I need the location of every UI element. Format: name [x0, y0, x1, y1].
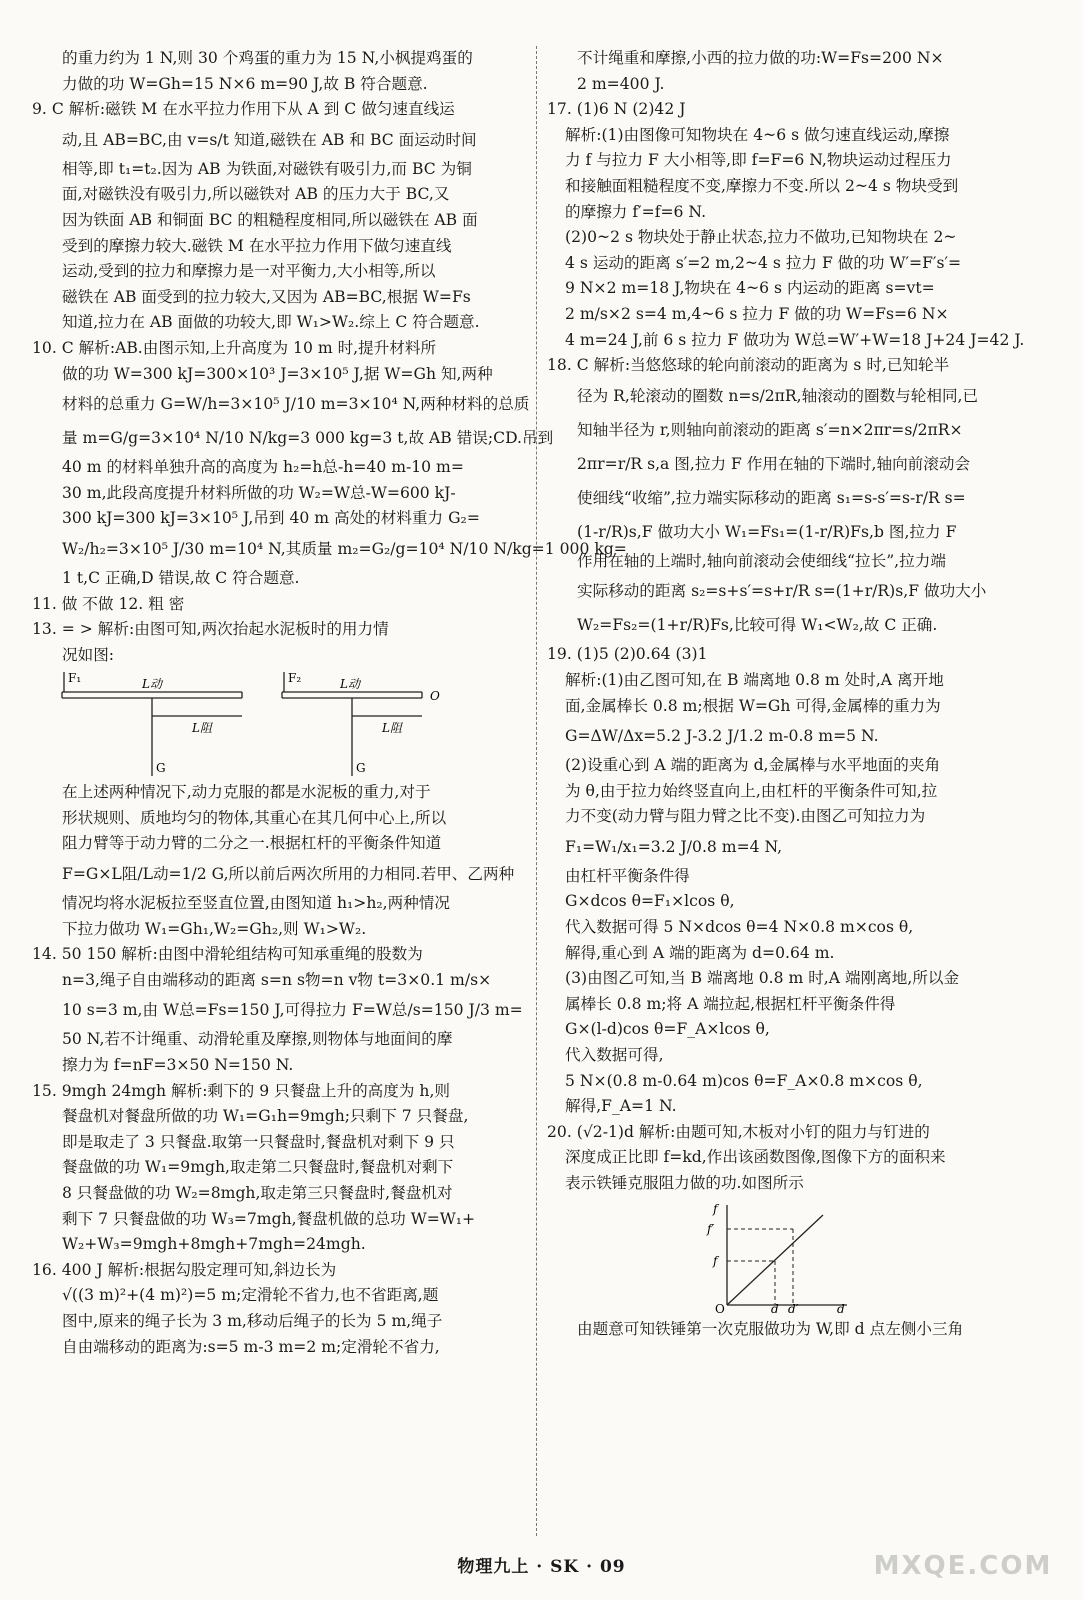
text-line: 材料的总重力 G=W/h=3×10⁵ J/10 m=3×10⁴ N,两种材料的总质 [62, 395, 530, 414]
text-line: 18. C 解析:当悠悠球的轮向前滚动的距离为 s 时,已知轮半 [547, 356, 950, 375]
text-line: 自由端移动的距离为:s=5 m-3 m=2 m;定滑轮不省力, [62, 1337, 440, 1356]
text-line: 代入数据可得 5 N×dcos θ=4 N×0.8 m×cos θ, [565, 918, 914, 937]
text-line: 解析:(1)由乙图可知,在 B 端离地 0.8 m 处时,A 离开地 [565, 670, 944, 689]
svg-text:O: O [430, 689, 440, 704]
text-line: 代入数据可得, [565, 1046, 664, 1065]
text-line: 不计绳重和摩擦,小西的拉力做的功:W=Fs=200 N× [577, 49, 944, 67]
text-line: 情况均将水泥板拉至竖直位置,由图知道 h₁>h₂,两种情况 [62, 894, 450, 913]
text-line: 9. C 解析:磁铁 M 在水平拉力作用下从 A 到 C 做匀速直线运 [32, 100, 455, 119]
text-line: 50 N,若不计绳重、动滑轮重及摩擦,则物体与地面间的摩 [62, 1030, 453, 1049]
svg-text:L阻: L阻 [382, 721, 402, 736]
text-line: 16. 400 J 解析:根据勾股定理可知,斜边长为 [32, 1260, 337, 1279]
right-column [547, 46, 1037, 1342]
text-line: 5 N×(0.8 m-0.64 m)cos θ=F_A×0.8 m×cos θ, [565, 1071, 923, 1090]
text-line: F=G×L阻/L动=1/2 G,所以前后两次所用的力相同.若甲、乙两种 [62, 865, 515, 884]
text-line: 力 f 与拉力 F 大小相等,即 f=F=6 N,物块运动过程压力 [565, 151, 952, 170]
text-line: 11. 做 不做 12. 粗 密 [32, 594, 185, 613]
text-line: 磁铁在 AB 面受到的拉力较大,又因为 AB=BC,根据 W=Fs [62, 287, 471, 306]
text-line: 15. 9mgh 24mgh 解析:剩下的 9 只餐盘上升的高度为 h,则 [32, 1081, 451, 1100]
text-line: 解得,F_A=1 N. [565, 1097, 677, 1116]
text-line: 面,对磁铁没有吸引力,所以磁铁对 AB 的压力大于 BC,又 [62, 185, 450, 204]
text-line: 2 m=400 J. [577, 74, 665, 93]
text-line: 2 m/s×2 s=4 m,4~6 s 拉力 F 做的功 W=Fs=6 N× [565, 304, 949, 323]
text-line: 2πr=r/R s,a 图,拉力 F 作用在轴的下端时,轴向前滚动会 [577, 454, 971, 473]
text-line: 知轴半径为 r,则轴向前滚动的距离 s′=n×2πr=s/2πR× [577, 420, 963, 439]
text-line: 10. C 解析:AB.由图示知,上升高度为 10 m 时,提升材料所 [32, 338, 437, 357]
svg-text:f: f [713, 1201, 718, 1216]
text-line: 13. = > 解析:由图可知,两次抬起水泥板时的用力情 [32, 620, 389, 639]
svg-text:F₁: F₁ [68, 671, 82, 686]
text-line: 受到的摩擦力较大.磁铁 M 在水平拉力作用下做匀速直线 [62, 236, 452, 255]
text-line: (2)0~2 s 物块处于静止状态,拉力不做功,已知物块在 2~ [565, 228, 957, 247]
svg-text:G: G [356, 761, 366, 776]
text-line: G=ΔW/Δx=5.2 J-3.2 J/1.2 m-0.8 m=5 N. [565, 727, 879, 746]
text-line: 即是取走了 3 只餐盘.取第一只餐盘时,餐盘机对剩下 9 只 [62, 1132, 455, 1151]
text-line: 解得,重心到 A 端的距离为 d=0.64 m. [565, 943, 835, 962]
svg-text:d′: d′ [788, 1301, 799, 1316]
text-line: 的重力约为 1 N,则 30 个鸡蛋的重力为 15 N,小枫提鸡蛋的 [62, 49, 473, 67]
text-line: (3)由图乙可知,当 B 端离地 0.8 m 时,A 端刚离地,所以金 [565, 969, 960, 988]
figure-13-lever-diagram [32, 672, 532, 776]
text-line: 擦力为 f=nF=3×50 N=150 N. [62, 1056, 294, 1075]
text-line: 运动,受到的拉力和摩擦力是一对平衡力,大小相等,所以 [62, 262, 436, 281]
text-line: 形状规则、质地均匀的物体,其重心在其几何中心上,所以 [62, 808, 447, 827]
text-line: 10 s=3 m,由 W总=Fs=150 J,可得拉力 F=W总/s=150 J/3 m= [62, 1001, 523, 1020]
text-line: 4 s 运动的距离 s′=2 m,2~4 s 拉力 F 做的功 W′=F′s′= [565, 253, 962, 272]
text-line: 实际移动的距离 s₂=s+s′=s+r/R s=(1+r/R)s,F 做功大小 [577, 582, 987, 601]
text-line: 300 kJ=300 kJ=3×10⁵ J,吊到 40 m 高处的材料重力 G₂= [62, 509, 480, 528]
text-line: 力做的功 W=Gh=15 N×6 m=90 J,故 B 符合题意. [62, 74, 428, 93]
page-footer: 物理九上 · SK · 09 [457, 1557, 626, 1577]
svg-text:d: d [771, 1301, 779, 1316]
text-line: (1-r/R)s,F 做功大小 W₁=Fs₁=(1-r/R)Fs,b 图,拉力 F [577, 522, 957, 541]
text-line: 下拉力做功 W₁=Gh₁,W₂=Gh₂,则 W₁>W₂. [62, 919, 367, 938]
column-divider [536, 46, 537, 1536]
text-line: √((3 m)²+(4 m)²)=5 m;定滑轮不省力,也不省距离,题 [62, 1286, 439, 1305]
right-last-line: 由题意可知铁锤第一次克服做功为 W,即 d 点左侧小三角 [577, 1319, 964, 1338]
text-line: 力不变(动力臂与阻力臂之比不变).由图乙可知拉力为 [565, 807, 926, 826]
text-line: 1 t,C 正确,D 错误,故 C 符合题意. [62, 568, 300, 587]
text-line: W₂=Fs₂=(1+r/R)Fs,比较可得 W₁<W₂,故 C 正确. [577, 616, 938, 635]
text-line: 17. (1)6 N (2)42 J [547, 100, 686, 119]
text-line: W₂+W₃=9mgh+8mgh+7mgh=24mgh. [62, 1235, 366, 1254]
text-line: 知道,拉力在 AB 面做的功较大,即 W₁>W₂.综上 C 符合题意. [62, 313, 480, 332]
text-line: 由杠杆平衡条件得 [565, 866, 690, 885]
text-line: 9 N×2 m=18 J,物块在 4~6 s 内运动的距离 s=vt= [565, 279, 935, 298]
text-line: 作用在轴的上端时,轴向前滚动会使细线“拉长”,拉力端 [577, 551, 946, 570]
text-line: 19. (1)5 (2)0.64 (3)1 [547, 645, 708, 664]
figure-20-force-depth-graph [547, 1201, 1037, 1316]
svg-text:L动: L动 [340, 677, 360, 692]
watermark: MXQE.COM [873, 1551, 1053, 1581]
svg-text:d: d [837, 1301, 845, 1316]
text-line: 在上述两种情况下,动力克服的都是水泥板的重力,对于 [62, 783, 431, 802]
text-line: 的摩擦力 f′=f=6 N. [565, 202, 707, 221]
text-line: 相等,即 t₁=t₂.因为 AB 为铁面,对磁铁有吸引力,而 BC 为铜 [62, 159, 472, 178]
text-line: 量 m=G/g=3×10⁴ N/10 N/kg=3 000 kg=3 t,故 AB 错误;CD.吊到 [62, 429, 554, 448]
text-line: 因为铁面 AB 和铜面 BC 的粗糙程度相同,所以磁铁在 AB 面 [62, 210, 478, 229]
text-line: G×dcos θ=F₁×lcos θ, [565, 892, 735, 911]
svg-text:G: G [156, 761, 166, 776]
text-line: 餐盘机对餐盘所做的功 W₁=G₁h=9mgh;只剩下 7 只餐盘, [62, 1107, 469, 1126]
text-line: (2)设重心到 A 端的距离为 d,金属棒与水平地面的夹角 [565, 756, 941, 775]
svg-text:L动: L动 [142, 677, 162, 692]
text-line: G×(l-d)cos θ=F_A×lcos θ, [565, 1020, 770, 1039]
text-line: 为 θ,由于拉力始终竖直向上,由杠杆的平衡条件可知,拉 [565, 781, 938, 800]
text-line: 使细线“收缩”,拉力端实际移动的距离 s₁=s-s′=s-r/R s= [577, 488, 966, 507]
text-line: 图中,原来的绳子长为 3 m,移动后绳子的长为 5 m,绳子 [62, 1311, 443, 1330]
svg-text:f: f [713, 1253, 718, 1268]
text-line: 深度成正比即 f=kd,作出该函数图像,图像下方的面积来 [565, 1148, 946, 1167]
text-line: 属棒长 0.8 m;将 A 端拉起,根据杠杆平衡条件得 [565, 994, 896, 1013]
text-line: 30 m,此段高度提升材料所做的功 W₂=W总-W=600 kJ- [62, 483, 456, 502]
text-line: W₂/h₂=3×10⁵ J/30 m=10⁴ N,其质量 m₂=G₂/g=10⁴ N/10 N/kg=1 000 kg= [62, 539, 627, 558]
text-line: 20. (√2-1)d 解析:由题可知,木板对小钉的阻力与钉进的 [547, 1122, 930, 1141]
text-line: 径为 R,轮滚动的圈数 n=s/2πR,轴滚动的圈数与轮相同,已 [577, 386, 979, 405]
text-line: 做的功 W=300 kJ=300×10³ J=3×10⁵ J,据 W=Gh 知,两种 [62, 364, 493, 383]
text-line: 餐盘做的功 W₁=9mgh,取走第二只餐盘时,餐盘机对剩下 [62, 1158, 454, 1177]
text-line: 剩下 7 只餐盘做的功 W₃=7mgh,餐盘机做的总功 W=W₁+ [62, 1209, 476, 1228]
text-line: 表示铁锤克服阻力做的功.如图所示 [565, 1174, 804, 1192]
text-line: 8 只餐盘做的功 W₂=8mgh,取走第三只餐盘时,餐盘机对 [62, 1184, 453, 1202]
text-line: 40 m 的材料单独升高的高度为 h₂=h总-h=40 m-10 m= [62, 458, 464, 477]
svg-text:L阻: L阻 [192, 721, 212, 736]
text-line: 4 m=24 J,前 6 s 拉力 F 做功为 W总=W′+W=18 J+24 J=42 J. [565, 330, 1025, 349]
svg-text:f′: f′ [707, 1221, 715, 1236]
text-line: 动,且 AB=BC,由 v=s/t 知道,磁铁在 AB 和 BC 面运动时间 [62, 130, 477, 149]
svg-text:F₂: F₂ [288, 671, 302, 686]
text-line: 和接触面粗糙程度不变,摩擦力不变.所以 2~4 s 物块受到 [565, 176, 959, 195]
text-line: 阻力臂等于动力臂的二分之一.根据杠杆的平衡条件知道 [62, 834, 442, 853]
text-line: 解析:(1)由图像可知物块在 4~6 s 做匀速直线运动,摩擦 [565, 125, 950, 144]
text-line: F₁=W₁/x₁=3.2 J/0.8 m=4 N, [565, 837, 783, 856]
text-line: 14. 50 150 解析:由图中滑轮组结构可知承重绳的股数为 [32, 945, 423, 964]
text-line: n=3,绳子自由端移动的距离 s=n s物=n v物 t=3×0.1 m/s× [62, 970, 492, 989]
svg-text:O: O [715, 1301, 725, 1316]
text-line: 面,金属棒长 0.8 m;根据 W=Gh 可得,金属棒的重力为 [565, 696, 941, 715]
text-line: 况如图: [62, 645, 115, 664]
